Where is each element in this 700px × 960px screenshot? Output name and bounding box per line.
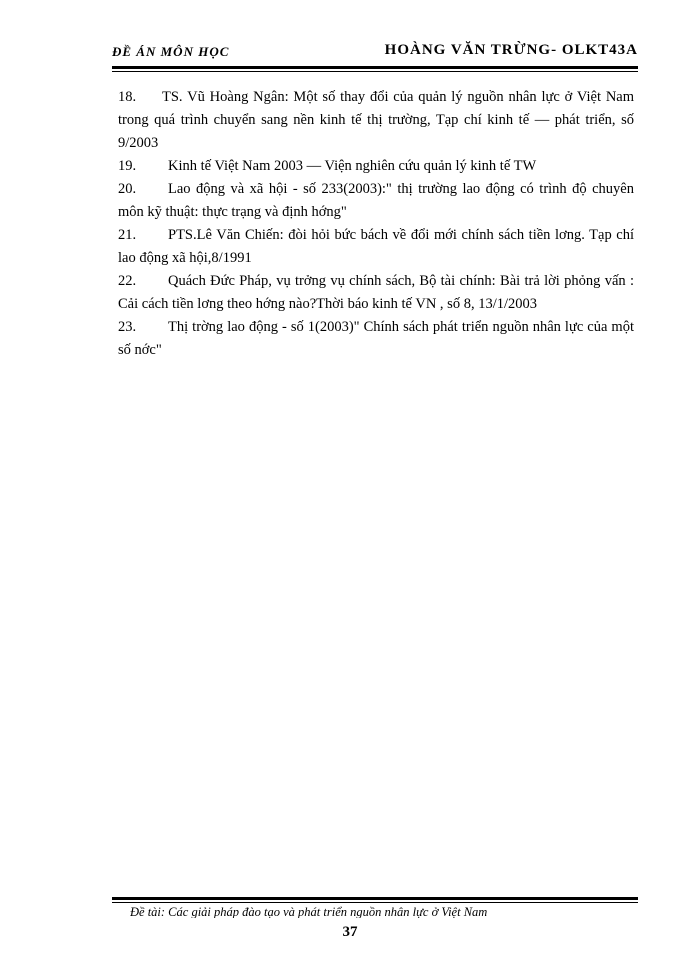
reference-number: 22. (118, 273, 137, 289)
reference-item (118, 155, 634, 178)
reference-number: 19. (118, 158, 137, 174)
reference-item (118, 178, 634, 224)
header-divider (112, 66, 638, 69)
reference-text: Lao động và xã hội - số 233(2003):" thị trường lao động có trình độ chuyên môn kỹ thuật: thực trạng và định hớng" (118, 181, 634, 220)
reference-item (118, 316, 634, 362)
reference-item (118, 86, 634, 155)
footer-divider (112, 897, 638, 900)
reference-number: 20. (118, 181, 137, 197)
header-divider-thin (112, 71, 638, 72)
reference-number: 21. (118, 227, 137, 243)
page-header (112, 42, 638, 64)
reference-text: Thị trờng lao động - số 1(2003)" Chính sách phát triển nguồn nhân lực của một số nớc" (118, 319, 634, 358)
footer-divider-thin (112, 902, 638, 903)
reference-text: Quách Đức Pháp, vụ trởng vụ chính sách, Bộ tài chính: Bài trả lời phỏng vấn : Cải cách tiền lơng theo hớng nào?Thời báo kinh tế VN , số 8, 13/1/2003 (118, 273, 634, 312)
header-course-title: ĐỀ ÁN MÔN HỌC (112, 44, 230, 59)
reference-item (118, 224, 634, 270)
reference-number: 23. (118, 319, 137, 335)
footer-topic: Đề tài: Các giải pháp đào tạo và phát triển nguồn nhân lực ở Việt Nam (130, 905, 488, 918)
reference-number: 18. (118, 89, 137, 105)
reference-text: Kinh tế Việt Nam 2003 — Viện nghiên cứu quản lý kinh tế TW (168, 158, 537, 174)
reference-text: TS. Vũ Hoàng Ngân: Một số thay đổi của quản lý nguồn nhân lực ở Việt Nam trong quá trình chuyển sang nền kinh tế thị trường, Tạp chí kinh tế — phát triển, số 9/2003 (118, 89, 634, 151)
page-number: 37 (342, 924, 358, 940)
header-author: HOÀNG VĂN TRỪNG- OLKT43A (384, 42, 638, 58)
reference-list (118, 86, 634, 362)
reference-item (118, 270, 634, 316)
reference-text: PTS.Lê Văn Chiến: đòi hỏi bức bách về đổi mới chính sách tiền lơng. Tạp chí lao động xã hội,8/1991 (118, 227, 634, 266)
